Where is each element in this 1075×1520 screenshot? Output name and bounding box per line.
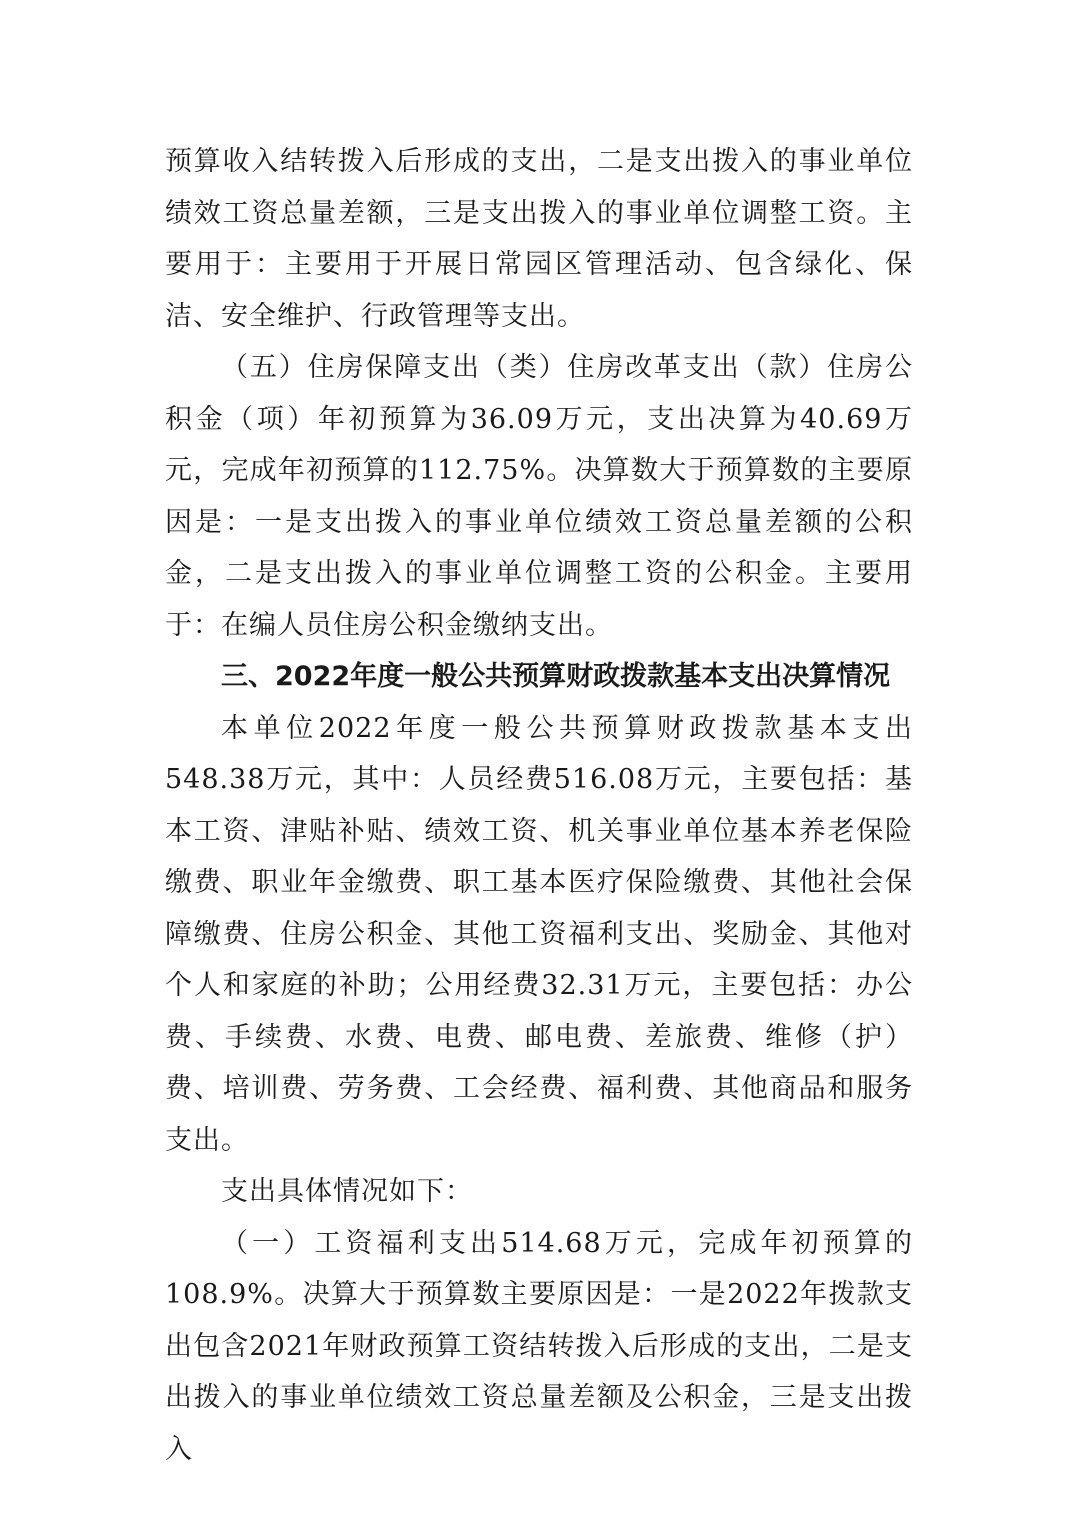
paragraph-details-intro: 支出具体情况如下： (221, 1176, 473, 1207)
paragraph-housing-security: （五）住房保障支出（类）住房改革支出（款）住房公积金（项）年初预算为36.09万元，支出决算为40.69万元，完成年初预算的112.75%。决算数大于预算数的主要原因是：一是支出拨入的事业单位绩效工资总量差额的公积金，二是支出拨入的事业单位调整工资的公积金。主要用于：在编人员住房公积金缴纳支出。 (165, 352, 913, 641)
paragraph-continued-expenditure: 预算收入结转拨入后形成的支出，二是支出拨入的事业单位绩效工资总量差额，三是支出拨入的事业单位调整工资。主要用于：主要用于开展日常园区管理活动、包含绿化、保洁、安全维护、行政管理等支出。 (165, 146, 913, 332)
document-body (165, 136, 913, 1475)
paragraph-basic-expenditure-summary: 本单位2022年度一般公共预算财政拨款基本支出548.38万元，其中：人员经费516.08万元，主要包括：基本工资、津贴补贴、绩效工资、机关事业单位基本养老保险缴费、职业年金缴费、职工基本医疗保险缴费、其他社会保障缴费、住房公积金、其他工资福利支出、奖励金、其他对个人和家庭的补助；公用经费32.31万元，主要包括：办公费、手续费、水费、电费、邮电费、差旅费、维修（护）费、培训费、劳务费、工会经费、福利费、其他商品和服务支出。 (165, 712, 913, 1156)
paragraph-wage-welfare: （一）工资福利支出514.68万元，完成年初预算的108.9%。决算大于预算数主要原因是：一是2022年拨款支出包含2021年财政预算工资结转拨入后形成的支出，二是支出拨入的事业单位绩效工资总量差额及公积金，三是支出拨入 (165, 1227, 913, 1465)
section-heading-basic-expenditure: 三、2022年度一般公共预算财政拨款基本支出决算情况 (221, 661, 891, 692)
